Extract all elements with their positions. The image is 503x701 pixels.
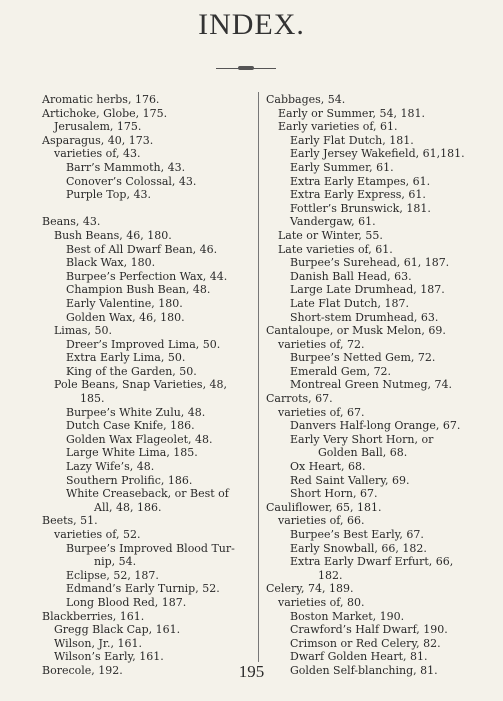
- index-entry: Purple Top, 43.: [66, 188, 151, 202]
- index-entry: Extra Early Etampes, 61.: [290, 174, 431, 188]
- index-entry: Red Saint Vallery, 69.: [290, 473, 410, 487]
- index-entry: Jerusalem, 175.: [54, 120, 142, 134]
- index-entry: Ox Heart, 68.: [290, 460, 366, 474]
- title-rule-ornament: [238, 66, 254, 70]
- index-entry: Celery, 74, 189.: [266, 582, 354, 596]
- index-entry: Burpee’s Perfection Wax, 44.: [66, 269, 228, 283]
- index-entry: Early Very Short Horn, or: [290, 432, 434, 446]
- index-entry: Early Summer, 61.: [290, 160, 394, 174]
- index-entry: Eclipse, 52, 187.: [66, 568, 159, 582]
- index-entry: Blackberries, 161.: [42, 609, 145, 623]
- index-entry: Bush Beans, 46, 180.: [54, 228, 172, 242]
- index-entry: Extra Early Dwarf Erfurt, 66,: [290, 555, 454, 569]
- index-entry: varieties of, 72.: [278, 337, 365, 351]
- index-entry: Early Jersey Wakefield, 61,181.: [290, 147, 465, 161]
- index-entry: Dreer’s Improved Lima, 50.: [66, 337, 221, 351]
- page-number: 195: [238, 662, 265, 681]
- index-entry: Burpee’s Best Early, 67.: [290, 528, 424, 541]
- index-entry: Burpee’s Netted Gem, 72.: [290, 351, 436, 365]
- index-entry: Early Flat Dutch, 181.: [290, 133, 414, 147]
- index-entry: varieties of, 43.: [54, 147, 141, 161]
- index-entry: Extra Early Express, 61.: [290, 188, 426, 202]
- index-entry: Carrots, 67.: [266, 392, 333, 406]
- index-entry: Crimson or Red Celery, 82.: [290, 636, 441, 650]
- index-entry: Fottler’s Brunswick, 181.: [290, 201, 431, 215]
- index-entry: Black Wax, 180.: [66, 256, 156, 270]
- index-entry: Danish Ball Head, 63.: [290, 269, 412, 283]
- index-entry: Large White Lima, 185.: [66, 446, 198, 460]
- index-entry: 185.: [80, 392, 105, 406]
- index-entry: Edmand’s Early Turnip, 52.: [66, 582, 220, 596]
- index-entry: Early varieties of, 61.: [278, 120, 398, 134]
- index-entry: Early or Summer, 54, 181.: [278, 106, 425, 120]
- index-entry: Golden Ball, 68.: [318, 446, 408, 460]
- index-entry: Emerald Gem, 72.: [290, 364, 392, 378]
- index-entry: Dwarf Golden Heart, 81.: [290, 650, 428, 664]
- index-entry: Conover’s Colossal, 43.: [66, 174, 197, 188]
- index-entry: varieties of, 80.: [278, 595, 365, 609]
- index-entry: Cauliflower, 65, 181.: [266, 500, 382, 514]
- index-entry: Extra Early Lima, 50.: [66, 351, 186, 365]
- index-entry: Golden Wax Flageolet, 48.: [66, 432, 213, 446]
- index-entry: Golden Self-blanching, 81.: [290, 663, 438, 677]
- index-entry: Late Flat Dutch, 187.: [290, 296, 409, 310]
- index-entry: Crawford’s Half Dwarf, 190.: [290, 623, 448, 637]
- index-entry: White Creaseback, or Best of: [66, 487, 229, 501]
- index-entry: Late varieties of, 61.: [278, 242, 393, 256]
- index-entry: Cabbages, 54.: [266, 93, 346, 106]
- index-entry: Dutch Case Knife, 186.: [66, 419, 195, 433]
- index-entry: King of the Garden, 50.: [66, 364, 197, 378]
- index-entry: Lazy Wife’s, 48.: [66, 460, 155, 474]
- index-entry: Wilson’s Early, 161.: [54, 650, 164, 664]
- index-entry: Boston Market, 190.: [290, 609, 405, 623]
- index-entry: Aromatic herbs, 176.: [42, 93, 160, 106]
- column-divider: [258, 92, 259, 662]
- index-entry: Large Late Drumhead, 187.: [290, 283, 445, 297]
- index-entry: varieties of, 66.: [278, 514, 365, 528]
- index-entry: Borecole, 192.: [42, 663, 123, 677]
- index-entry: Burpee’s Surehead, 61, 187.: [290, 256, 450, 270]
- index-entry: Short Horn, 67.: [290, 487, 378, 501]
- index-entry: Golden Wax, 46, 180.: [66, 310, 185, 324]
- index-entry: Artichoke, Globe, 175.: [42, 106, 168, 120]
- index-entry: Cantaloupe, or Musk Melon, 69.: [266, 324, 446, 338]
- index-entry: Vandergaw, 61.: [290, 215, 376, 229]
- index-entry: Asparagus, 40, 173.: [42, 133, 154, 147]
- index-entry: Burpee’s Improved Blood Tur-: [66, 541, 235, 555]
- index-entry: Beets, 51.: [42, 514, 98, 528]
- page-title: INDEX.: [198, 8, 305, 41]
- index-entry: Barr’s Mammoth, 43.: [66, 160, 186, 174]
- index-entry: Early Snowball, 66, 182.: [290, 541, 427, 555]
- index-entry: Champion Bush Bean, 48.: [66, 283, 211, 297]
- index-entry: Short-stem Drumhead, 63.: [290, 310, 439, 324]
- index-gap: [42, 202, 250, 216]
- index-column-left: [42, 93, 250, 678]
- index-entry: Montreal Green Nutmeg, 74.: [290, 378, 452, 392]
- index-entry: varieties of, 67.: [278, 405, 365, 419]
- index-entry: Early Valentine, 180.: [66, 296, 183, 310]
- index-entry: Best of All Dwarf Bean, 46.: [66, 242, 218, 256]
- index-entry: Beans, 43.: [42, 215, 101, 229]
- index-column-right: [266, 93, 482, 678]
- index-entry: varieties of, 52.: [54, 528, 141, 541]
- index-entry: All, 48, 186.: [94, 500, 162, 514]
- index-entry: Danvers Half-long Orange, 67.: [290, 419, 461, 433]
- index-entry: Burpee’s White Zulu, 48.: [66, 405, 206, 419]
- index-entry: Southern Prolific, 186.: [66, 473, 193, 487]
- index-entry: Gregg Black Cap, 161.: [54, 623, 181, 637]
- index-entry: Wilson, Jr., 161.: [54, 636, 142, 650]
- index-entry: Limas, 50.: [54, 324, 112, 338]
- index-entry: Late or Winter, 55.: [278, 228, 383, 242]
- index-entry: Long Blood Red, 187.: [66, 595, 187, 609]
- index-entry: Pole Beans, Snap Varieties, 48,: [54, 378, 228, 392]
- index-entry: nip, 54.: [94, 555, 137, 569]
- index-entry: 182.: [318, 568, 343, 582]
